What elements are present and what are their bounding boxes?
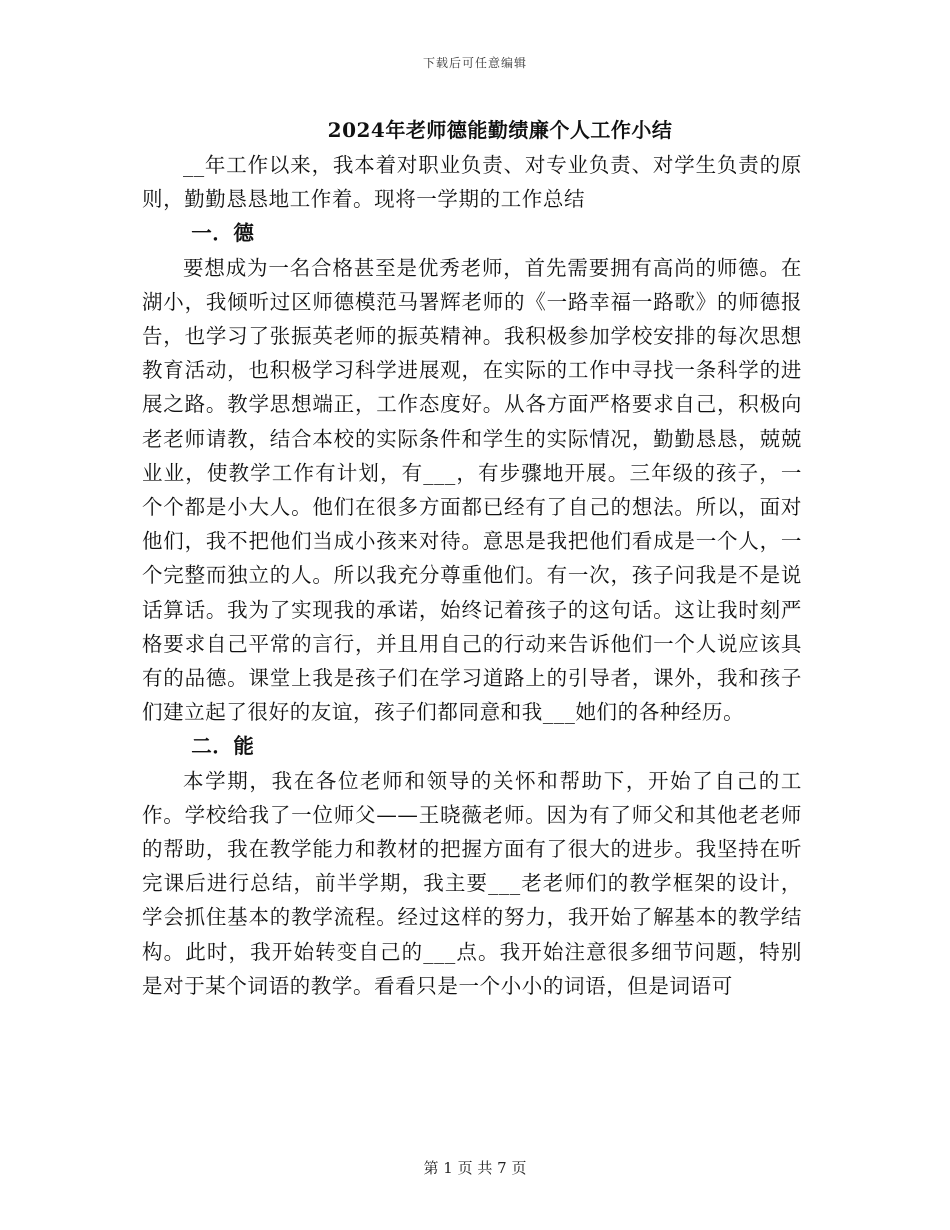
intro-paragraph: __年工作以来，我本着对职业负责、对专业负责、对学生负责的原则，勤勤恳恳地工作着。现将一学期的工作总结	[142, 153, 802, 212]
page-footer: 第 1 页 共 7 页	[423, 1159, 527, 1177]
section-paragraph-de: 要想成为一名合格甚至是优秀老师，首先需要拥有高尚的师德。在湖小，我倾听过区师德模范马署辉老师的《一路幸福一路歌》的师德报告，也学习了张振英老师的振英精神。我积极参加学校安排的每次思想教育活动，也积极学习科学进展观，在实际的工作中寻找一条科学的进展之路。教学思想端正，工作态度好。从各方面严格要求自己，积极向老老师请教，结合本校的实际条件和学生的实际情况，勤勤恳恳，兢兢业业，使教学工作有计划，有___，有步骤地开展。三年级的孩子，一个个都是小大人。他们在很多方面都已经有了自己的想法。所以，面对他们，我不把他们当成小孩来对待。意思是我把他们看成是一个人，一个完整而独立的人。所以我充分尊重他们。有一次，孩子问我是不是说话算话。我为了实现我的承诺，始终记着孩子的这句话。这让我时刻严格要求自己平常的言行，并且用自己的行动来告诉他们一个人说应该具有的品德。课堂上我是孩子们在学习道路上的引导者，课外，我和孩子们建立起了很好的友谊，孩子们都同意和我___她们的各种经历。	[142, 255, 802, 725]
header-note: 下载后可任意编辑	[422, 56, 527, 70]
section-heading-neng: 二．能	[191, 734, 255, 759]
section-heading-de: 一．德	[191, 221, 255, 246]
section-paragraph-neng: 本学期，我在各位老师和领导的关怀和帮助下，开始了自己的工作。学校给我了一位师父——王晓薇老师。因为有了师父和其他老老师的帮助，我在教学能力和教材的把握方面有了很大的进步。我坚持在听完课后进行总结，前半学期，我主要___老老师们的教学框架的设计，学会抓住基本的教学流程。经过这样的努力，我开始了解基本的教学结构。此时，我开始转变自己的___点。我开始注意很多细节问题，特别是对于某个词语的教学。看看只是一个小小的词语，但是词语可	[142, 768, 802, 998]
document-title: 2024年老师德能勤绩廉个人工作小结	[327, 118, 673, 142]
document-body	[142, 148, 802, 1003]
